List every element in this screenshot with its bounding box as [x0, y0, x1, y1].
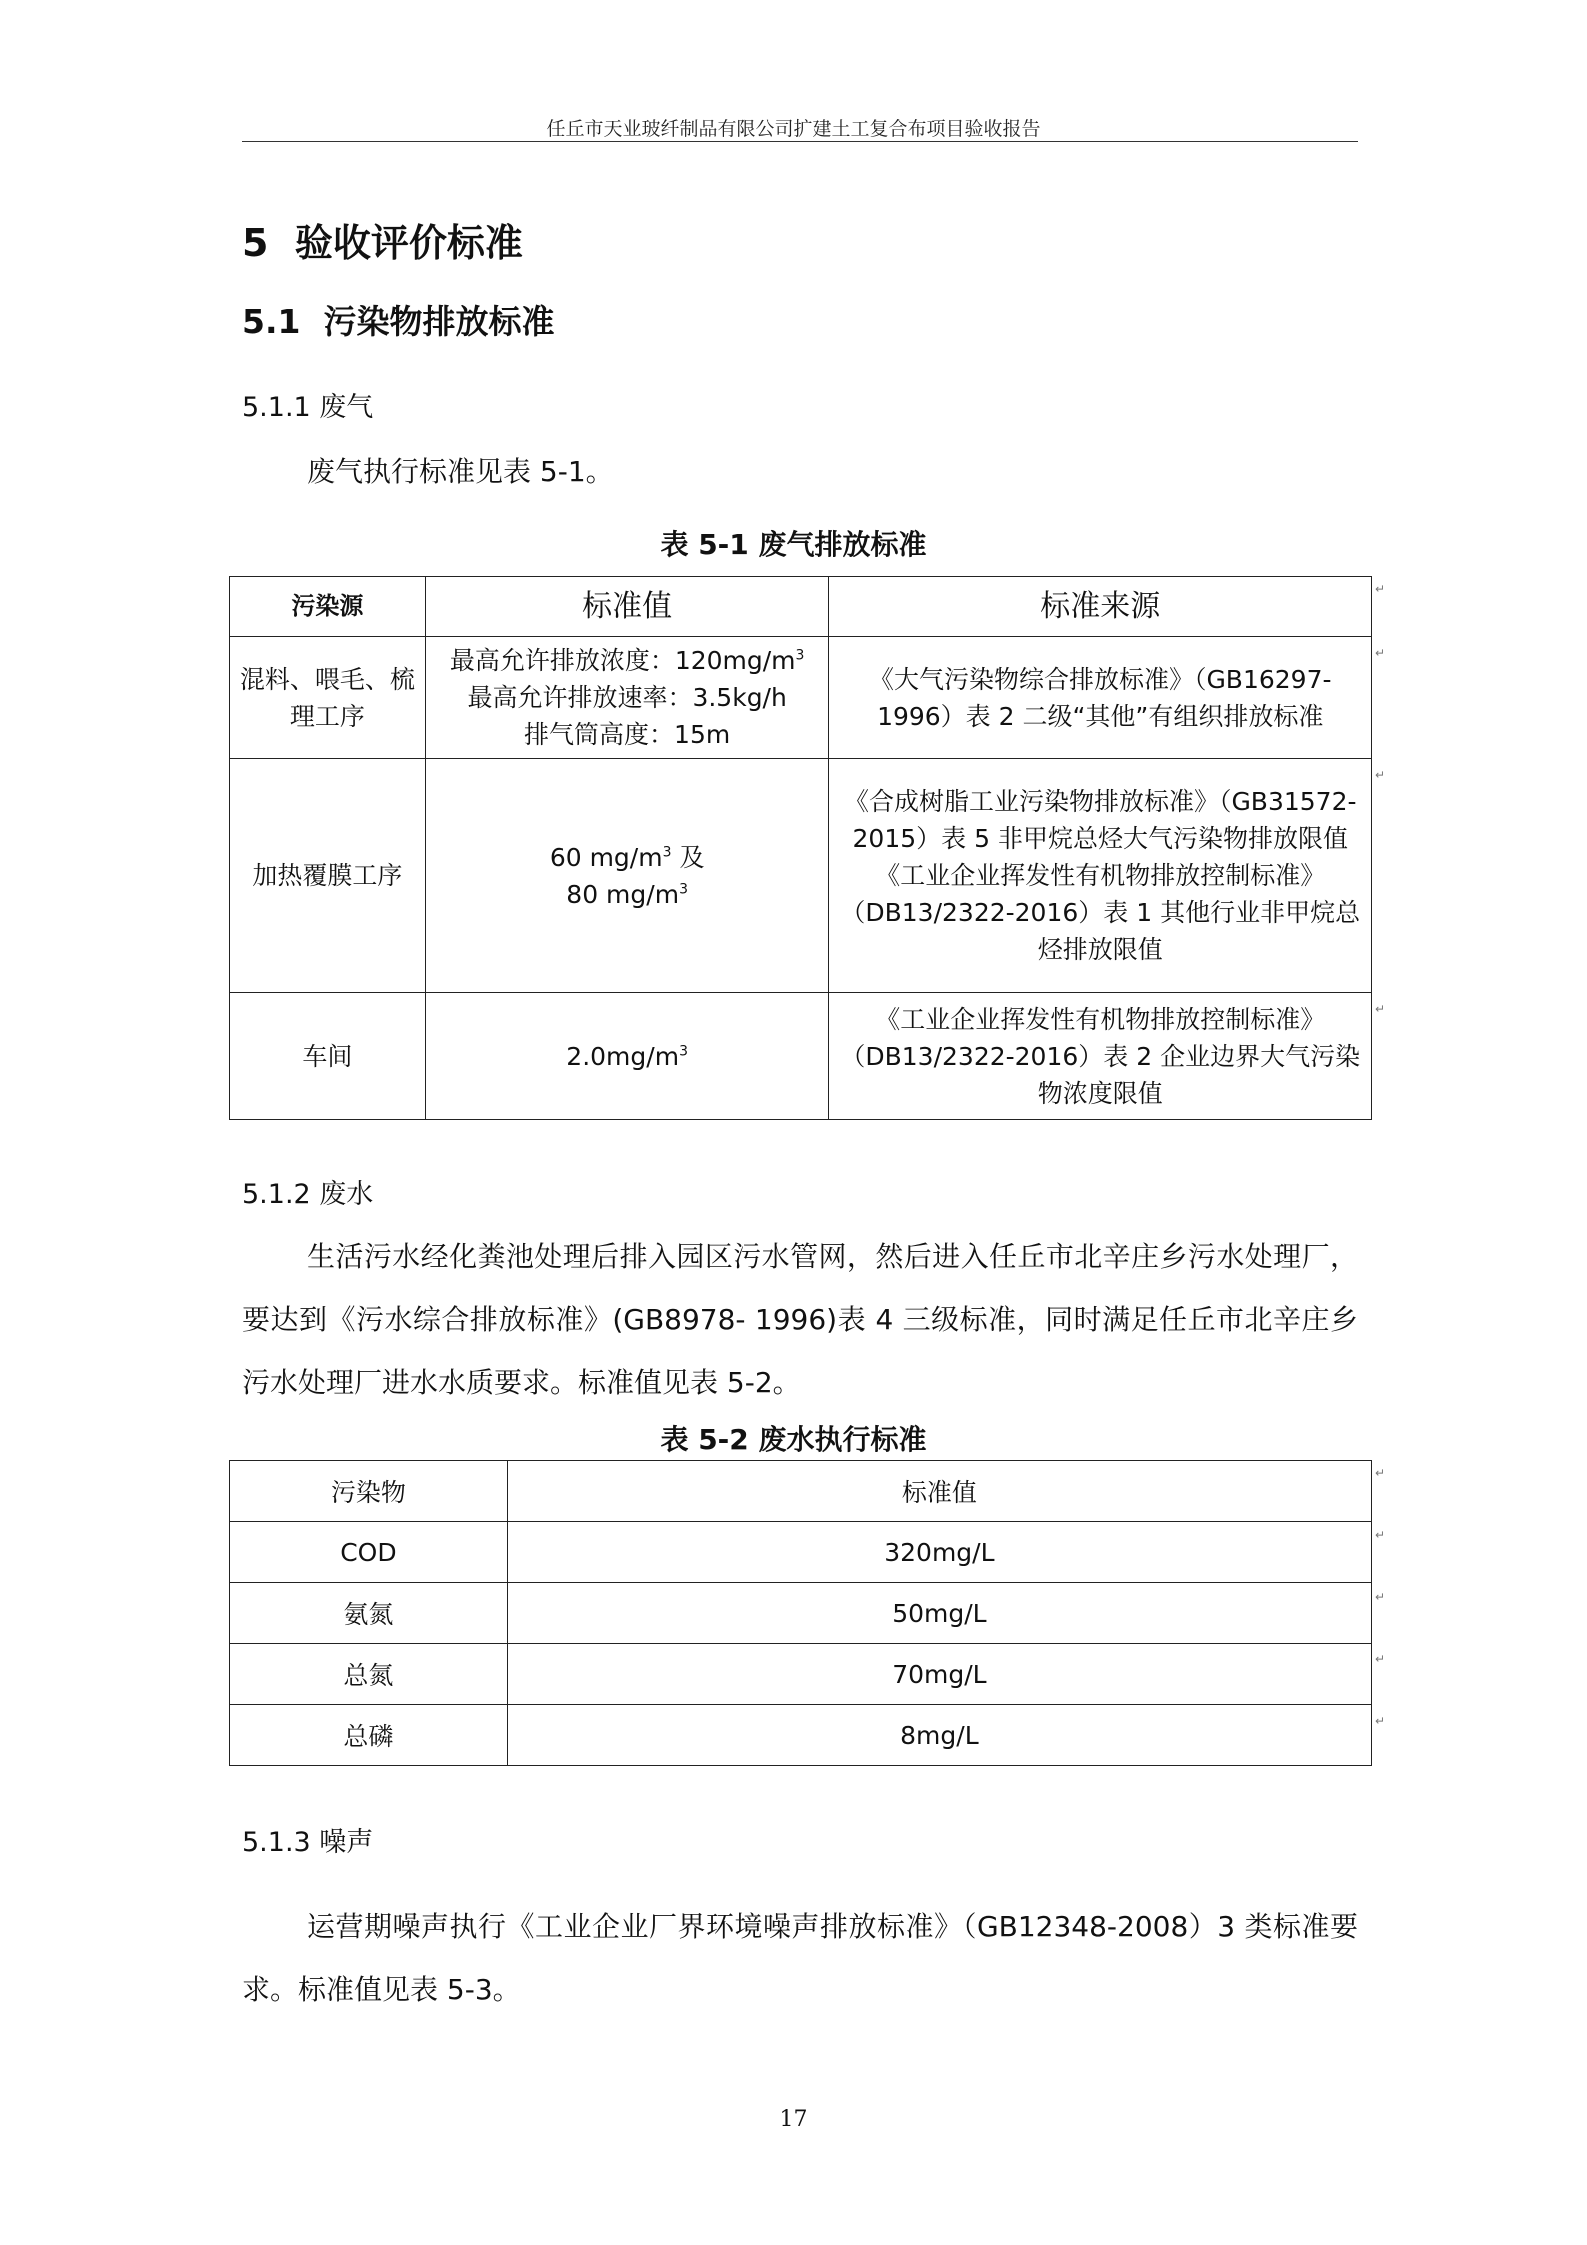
row-pollutant: 总磷: [230, 1705, 508, 1766]
noise-heading: 5.1.3 噪声: [242, 1827, 374, 1858]
paragraph-mark: ↵: [1375, 1714, 1386, 1728]
noise-paragraph: 运营期噪声执行《工业企业厂界环境噪声排放标准》（GB12348-2008）3 类标准要求。标准值见表 5-3。: [242, 1910, 1358, 2006]
row-source: 车间: [230, 993, 426, 1120]
row-basis: 《大气污染物综合排放标准》（GB16297-1996）表 2 二级“其他”有组织排放标准: [829, 637, 1372, 759]
row-value: [425, 759, 829, 993]
table-row: [230, 1583, 1372, 1644]
page-number: 17: [779, 2107, 808, 2132]
paragraph-mark: ↵: [1375, 646, 1386, 660]
table-header-row: [230, 1461, 1372, 1522]
row-value: 8mg/L: [507, 1705, 1371, 1766]
row-value: [425, 993, 829, 1120]
value-line: 最高允许排放速率：3.5kg/h: [467, 683, 787, 712]
waste-gas-intro: 废气执行标准见表 5-1。: [307, 455, 614, 488]
paragraph-mark: ↵: [1375, 768, 1386, 782]
header-pollution-source: 污染源: [230, 577, 426, 637]
section-number: 5: [242, 221, 269, 265]
page-header-title: 任丘市天业玻纤制品有限公司扩建土工复合布项目验收报告: [546, 118, 1041, 140]
value-line: 排气筒高度：15m: [524, 720, 731, 749]
table-header-row: [230, 577, 1372, 637]
superscript: 3: [679, 1043, 688, 1060]
row-basis: 《合成树脂工业污染物排放标准》（GB31572-2015）表 5 非甲烷总烃大气污染物排放限值《工业企业挥发性有机物排放控制标准》（DB13/2322-2016）表 1 其他行业非甲烷总烃排放限值: [829, 759, 1372, 993]
value-line: 2.0mg/m: [566, 1041, 680, 1071]
header-standard-value: 标准值: [425, 577, 829, 637]
row-value: [425, 637, 829, 759]
value-line: 60 mg/m: [549, 842, 663, 872]
table-row: [230, 759, 1372, 993]
row-source: 混料、喂毛、梳理工序: [230, 637, 426, 759]
superscript: 3: [662, 844, 672, 861]
superscript: 3: [795, 647, 805, 664]
row-value: 320mg/L: [507, 1522, 1371, 1583]
waste-water-paragraph: 生活污水经化粪池处理后排入园区污水管网，然后进入任丘市北辛庄乡污水处理厂，要达到《污水综合排放标准》(GB8978- 1996)表 4 三级标准，同时满足任丘市北辛庄乡污水处理厂进水水质要求。标准值见表 5-2。: [242, 1240, 1358, 1399]
waste-water-standard-table: [229, 1460, 1372, 1766]
row-value: 50mg/L: [507, 1583, 1371, 1644]
header-divider: [242, 141, 1358, 142]
paragraph-mark: ↵: [1375, 1466, 1386, 1480]
paragraph-mark: ↵: [1375, 1652, 1386, 1666]
table-row: [230, 637, 1372, 759]
paragraph-mark: ↵: [1375, 1590, 1386, 1604]
row-source: 加热覆膜工序: [230, 759, 426, 993]
value-line: 及: [671, 842, 705, 872]
waste-gas-heading: 5.1.1 废气: [242, 392, 374, 423]
header-standard-value: 标准值: [507, 1461, 1371, 1522]
subsection-number: 5.1: [242, 302, 301, 341]
row-basis: 《工业企业挥发性有机物排放控制标准》（DB13/2322-2016）表 2 企业边界大气污染物浓度限值: [829, 993, 1372, 1120]
subsection-title: 污染物排放标准: [323, 302, 555, 341]
row-pollutant: 总氮: [230, 1644, 508, 1705]
table-row: [230, 1644, 1372, 1705]
row-value: 70mg/L: [507, 1644, 1371, 1705]
subsection-heading: [242, 296, 554, 343]
table-5-2-caption: 表 5-2 废水执行标准: [660, 1423, 927, 1456]
paragraph-mark: ↵: [1375, 582, 1386, 596]
waste-gas-standard-table: [229, 576, 1372, 1120]
value-line: 最高允许排放浓度：120mg/m: [449, 646, 796, 675]
row-pollutant: COD: [230, 1522, 508, 1583]
table-5-1-caption: 表 5-1 废气排放标准: [660, 528, 927, 561]
value-line: 80 mg/m: [566, 879, 680, 909]
header-pollutant: 污染物: [230, 1461, 508, 1522]
section-title: 验收评价标准: [294, 221, 523, 265]
table-row: [230, 1522, 1372, 1583]
paragraph-mark: ↵: [1375, 1002, 1386, 1016]
superscript: 3: [679, 881, 688, 898]
header-standard-basis: 标准来源: [829, 577, 1372, 637]
table-row: [230, 993, 1372, 1120]
row-pollutant: 氨氮: [230, 1583, 508, 1644]
waste-water-heading: 5.1.2 废水: [242, 1179, 374, 1210]
section-heading: [242, 212, 523, 267]
paragraph-mark: ↵: [1375, 1528, 1386, 1542]
table-row: [230, 1705, 1372, 1766]
